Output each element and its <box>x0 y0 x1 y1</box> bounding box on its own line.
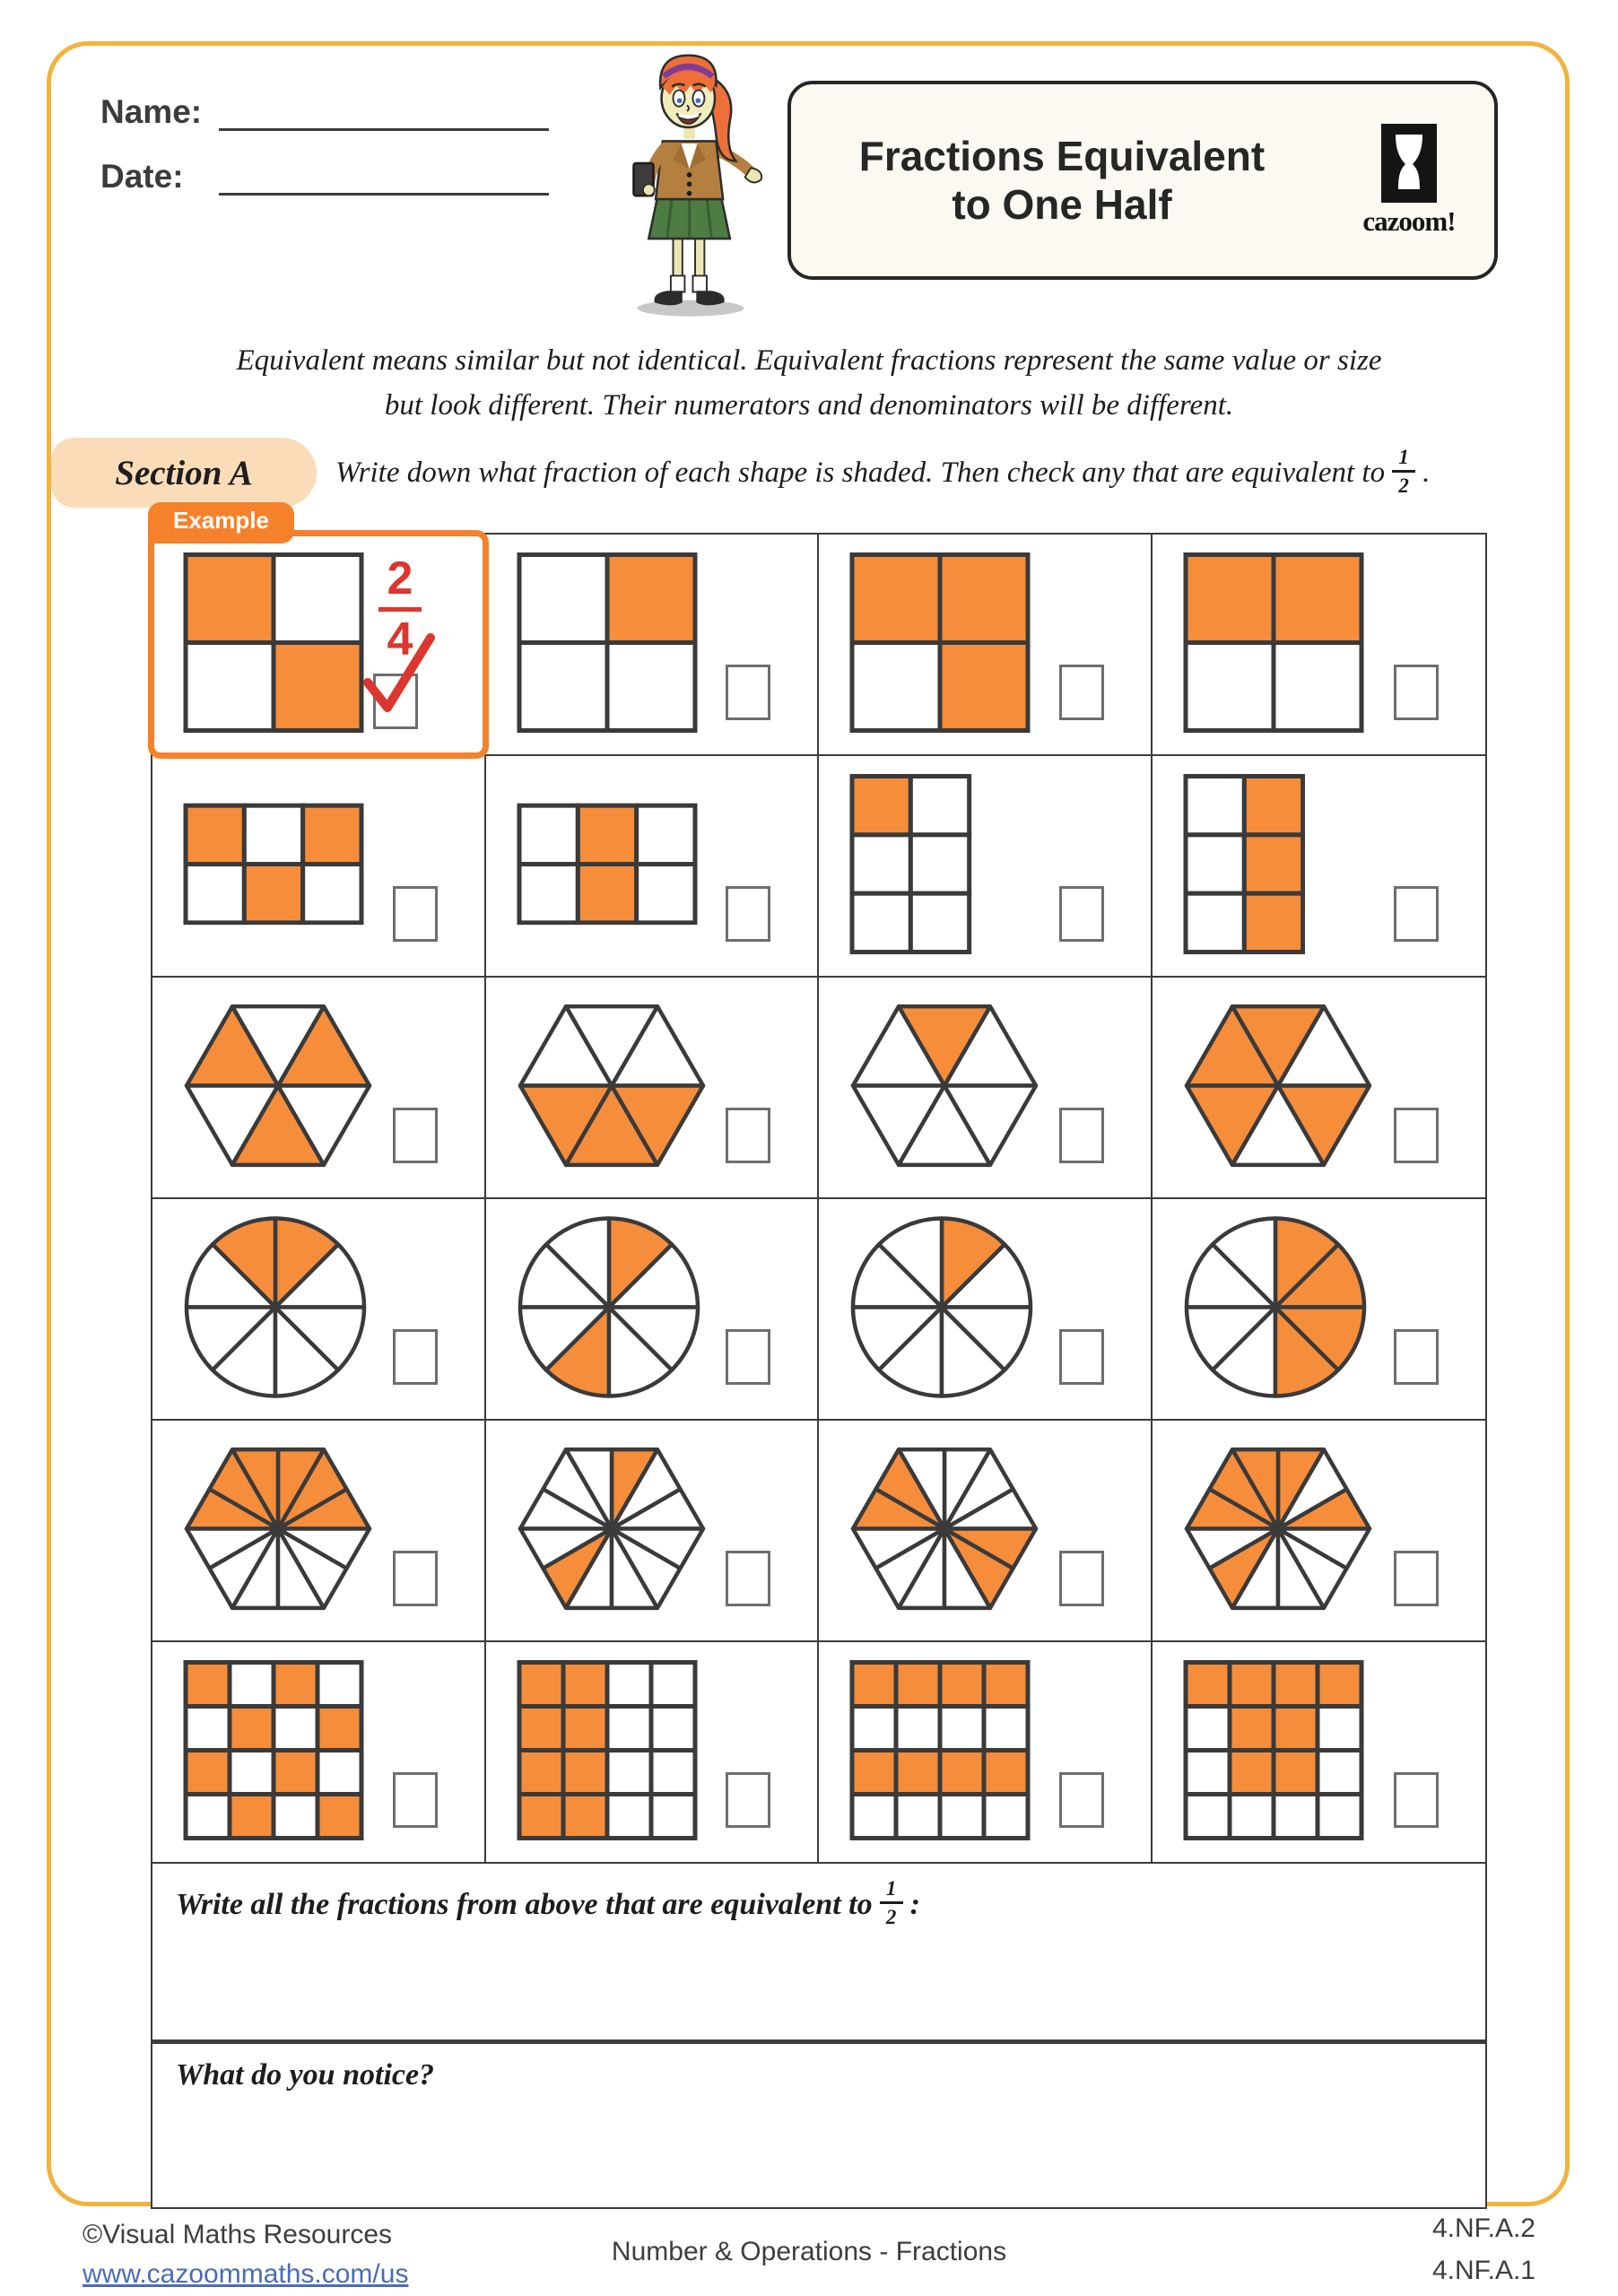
hexagon-shape <box>517 1003 707 1169</box>
girl-mascot-illustration <box>599 48 775 317</box>
equivalent-checkbox[interactable] <box>1394 665 1439 720</box>
standard-code-2: 4.NF.A.1 <box>1431 2255 1535 2285</box>
equivalent-checkbox[interactable] <box>1394 1329 1439 1385</box>
grid-shape <box>517 1659 698 1840</box>
circle-shape <box>849 1214 1034 1399</box>
fraction-shape <box>517 552 698 737</box>
equivalent-checkbox[interactable] <box>393 1108 438 1163</box>
equivalent-checkbox[interactable] <box>1059 1108 1104 1163</box>
cazoom-goblet-icon <box>1381 124 1437 203</box>
date-label: Date: <box>100 158 184 195</box>
fraction-shape <box>517 1659 698 1845</box>
equivalent-checkbox[interactable] <box>1394 1551 1439 1606</box>
equivalent-checkbox[interactable] <box>726 665 770 720</box>
grid-shape <box>1183 1659 1364 1840</box>
grid-shape <box>1183 552 1364 733</box>
hexagon-shape <box>1183 1446 1373 1612</box>
fraction-cell-r6c1 <box>152 1642 486 1864</box>
fraction-shape <box>849 552 1031 737</box>
grid-shape <box>183 552 364 733</box>
fraction-cell-r5c1 <box>152 1421 486 1642</box>
equivalent-checkbox[interactable] <box>726 1772 770 1828</box>
fraction-shape <box>517 1003 707 1173</box>
fraction-shape <box>1183 552 1364 737</box>
fraction-cell-r5c2 <box>486 1421 820 1642</box>
fraction-cell-r6c3 <box>819 1642 1153 1864</box>
grid-shape <box>849 773 972 954</box>
equivalent-checkbox[interactable] <box>1394 1772 1439 1828</box>
fraction-shape <box>183 1003 373 1173</box>
fraction-cell-r2c3 <box>819 756 1153 978</box>
circle-shape <box>1183 1214 1368 1399</box>
fraction-cell-r4c3 <box>819 1199 1153 1421</box>
grid-shape <box>517 803 698 926</box>
fraction-cell-r5c4 <box>1153 1421 1486 1642</box>
equivalent-checkbox[interactable] <box>1059 1772 1104 1828</box>
equivalent-checkbox[interactable] <box>726 1551 770 1606</box>
hexagon-shape <box>849 1003 1040 1169</box>
equivalent-checkbox[interactable] <box>726 886 770 942</box>
equivalent-checkbox[interactable] <box>1059 1551 1104 1606</box>
equivalent-checkbox[interactable] <box>373 674 418 729</box>
fraction-cell-r2c2 <box>486 756 820 978</box>
fraction-shape <box>183 1446 373 1616</box>
fraction-cell-r6c4 <box>1153 1642 1486 1864</box>
fraction-shape <box>1183 1659 1364 1845</box>
standard-code-1: 4.NF.A.2 <box>1431 2213 1535 2243</box>
equivalent-checkbox[interactable] <box>393 1772 438 1828</box>
fraction-shape <box>183 1214 368 1404</box>
fraction-cell-r2c1 <box>152 756 486 978</box>
footer-standards <box>1432 2208 1535 2292</box>
equivalent-checkbox[interactable] <box>393 1551 438 1606</box>
grid-shape <box>183 1659 364 1840</box>
section-a-pill: Section A <box>51 438 317 508</box>
circle-shape <box>517 1214 701 1399</box>
fraction-cell-r4c2 <box>486 1199 820 1421</box>
fraction-shape <box>849 1214 1034 1404</box>
grid-shape <box>183 803 364 926</box>
notice-answer-area[interactable] <box>152 2039 1485 2207</box>
fraction-shape <box>517 1214 701 1404</box>
fraction-shape <box>183 552 364 737</box>
equivalent-checkbox[interactable] <box>393 886 438 942</box>
equivalent-checkbox[interactable] <box>726 1329 770 1385</box>
fraction-shape <box>849 1446 1040 1616</box>
one-half-fraction: $\frac{1}{2}$ <box>1392 447 1415 496</box>
footer-topic: Number & Operations - Fractions <box>611 2237 1007 2266</box>
fraction-cell-r4c1 <box>152 1199 486 1421</box>
equivalent-checkbox[interactable] <box>1059 886 1104 942</box>
one-half-fraction: $\frac{1}{2}$ <box>880 1878 903 1927</box>
fraction-shape <box>849 773 972 959</box>
name-input-line[interactable] <box>219 96 549 131</box>
fraction-cell-r5c3 <box>819 1421 1153 1642</box>
grid-shape <box>849 552 1031 733</box>
equivalent-checkbox[interactable] <box>1394 1108 1439 1163</box>
hexagon-shape <box>183 1446 373 1612</box>
fraction-shape <box>517 1446 707 1616</box>
name-label: Name: <box>100 93 203 130</box>
fraction-grid-table <box>151 507 1487 2209</box>
worksheet-title-box <box>787 81 1498 280</box>
fraction-cell-r3c4 <box>1153 978 1486 1199</box>
notice-prompt: What do you notice? <box>176 2058 435 2092</box>
grid-shape <box>1183 773 1306 954</box>
fraction-cell-r6c2 <box>486 1642 820 1864</box>
grid-shape <box>517 552 698 733</box>
fraction-cell-r4c4 <box>1153 1199 1486 1421</box>
fraction-shape <box>1183 773 1306 959</box>
cazoom-url-link[interactable]: www.cazoommaths.com/us <box>83 2258 409 2289</box>
date-input-line[interactable] <box>219 161 549 196</box>
copyright-text: ©Visual Maths Resources <box>83 2220 393 2249</box>
equivalent-checkbox[interactable] <box>1059 665 1104 720</box>
hexagon-shape <box>849 1446 1040 1612</box>
cazoom-logo-text: cazoom! <box>1362 204 1456 237</box>
fraction-shape <box>1183 1446 1373 1616</box>
equivalent-checkbox[interactable] <box>393 1329 438 1385</box>
fraction-shape <box>183 1659 364 1845</box>
fraction-cell-r1c2 <box>486 535 820 756</box>
fraction-shape <box>517 803 698 930</box>
fraction-shape <box>1183 1003 1373 1173</box>
page-title: Fractions Equivalent to One Half <box>858 132 1266 228</box>
fraction-cell-r3c2 <box>486 978 820 1199</box>
circle-shape <box>183 1214 368 1399</box>
fraction-cell-r1c3 <box>819 535 1153 756</box>
fraction-cell-r3c3 <box>819 978 1153 1199</box>
fraction-shape <box>183 803 364 930</box>
cazoom-logo <box>1333 124 1485 238</box>
equivalent-checkbox[interactable] <box>1394 886 1439 942</box>
fraction-shape <box>1183 1214 1368 1404</box>
fraction-shape <box>849 1659 1031 1845</box>
write-fractions-prompt: Write all the fractions from above that are equivalent to $\frac{1}{2}$ : <box>176 1877 920 1928</box>
grid-shape <box>849 1659 1031 1840</box>
equivalent-checkbox[interactable] <box>1059 1329 1104 1385</box>
intro-text: Equivalent means similar but not identical. Equivalent fractions represent the same value or size but look different. Their numerators and denominators will be different. <box>236 344 1382 422</box>
write-fractions-answer-area[interactable] <box>152 1864 1485 2039</box>
hexagon-shape <box>183 1003 373 1169</box>
fraction-cell-r2c4 <box>1153 756 1486 978</box>
hexagon-shape <box>1183 1003 1373 1169</box>
example-answer-fraction: 2 4 <box>378 554 422 664</box>
example-tab: Example <box>148 502 294 544</box>
equivalent-checkbox[interactable] <box>726 1108 770 1163</box>
fraction-cell-r1c4 <box>1153 535 1486 756</box>
hexagon-shape <box>517 1446 707 1612</box>
example-cell <box>152 507 486 756</box>
fraction-cell-r3c1 <box>152 978 486 1199</box>
section-a-instruction: Write down what fraction of each shape is shaded. Then check any that are equivalent to $\frac{1}{2}$ . <box>335 446 1431 497</box>
name-date-block <box>100 93 549 222</box>
fraction-shape <box>849 1003 1040 1173</box>
